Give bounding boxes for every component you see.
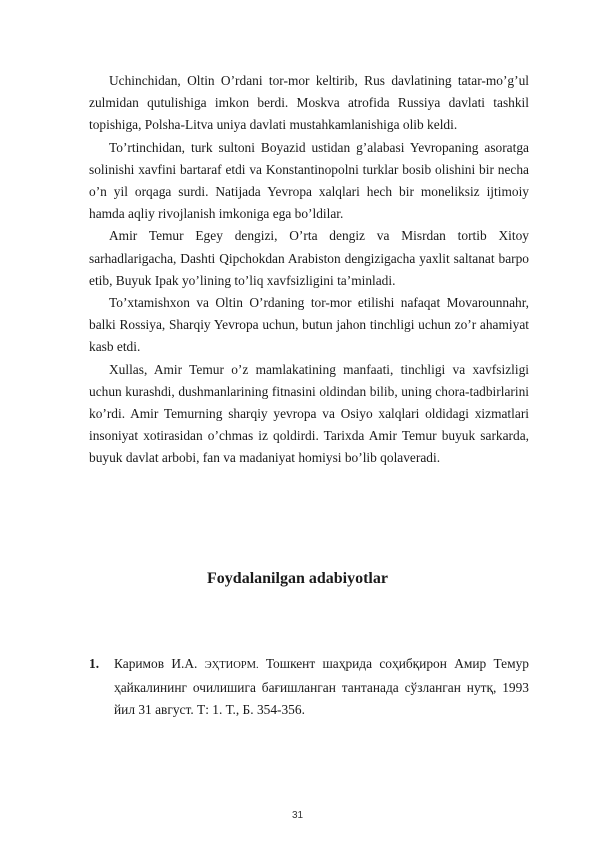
reference-details: Тошкент шаҳрида соҳибқирон Амир Темур ҳайкалининг очилишига бағишланган тантанада сўзланган нутқ, 1993 йил 31 август. Т: 1. Т., Б. 354-356. [114,656,529,718]
paragraph: To’rtinchidan, turk sultoni Boyazid ustidan g’alabasi Yevropaning asoratga solinishi xavfini bartaraf etdi va Konstantinopolni turklar bosib olishini bir necha o’n yil orqaga surdi. Natijada Yevropa xalqlari hech bir moneliksiz ijtimoiy hamda aqliy rivojlanish imkoniga ega bo’ldilar. [89,139,529,222]
reference-number: 1. [89,656,100,671]
page-number: 31 [291,810,304,821]
paragraph: Uchinchidan, Oltin O’rdani tor-mor keltirib, Rus davlatining tatar-mo’g’ul zulmidan qutulishiga imkon berdi. Moskva atrofida Russiya davlati tashkil topishiga, Polsha-Litva uniya davlati mustahkamlanishiga olib keldi. [89,73,529,133]
paragraph: To’xtamishxon va Oltin O’rdaning tor-mor etilishi nafaqat Movarounnahr, balki Rossiya, Sharqiy Yevropa uchun, butun jahon tinchligi uchun zo’r ahamiyat kasb etdi. [89,295,529,355]
reference-item [89,653,529,722]
reference-journal: ЭҲТИОРМ. [204,660,259,671]
references-heading: Foydalanilgan adabiyotlar [207,570,388,587]
paragraph: Amir Temur Egey dengizi, O’rta dengiz va Misrdan tortib Xitoy sarhadlarigacha, Dashti Qipchokdan Arabiston dengizigacha yaxlit saltanat barpo etib, Buyuk Ipak yo’lining to’liq xavfsizligini ta’minladi. [89,228,529,288]
references-list [89,653,529,722]
paragraph: Xullas, Amir Temur o’z mamlakatining manfaati, tinchligi va xavfsizligi uchun kurashdi, dushmanlarining fitnasini oldindan bilib, uning chora-tadbirlarini ko’rdi. Amir Temurning sharqiy yevropa va Osiyo xalqlari oldidagi xizmatlari insoniyat xotirasidan o’chmas iz qoldirdi. Tarixda Amir Temur buyuk sarkarda, buyuk davlat arbobi, fan va madaniyat homiysi bo’lib qolaveradi. [89,361,529,466]
body-text [89,70,529,470]
reference-author: Каримов И.А. [114,656,205,671]
